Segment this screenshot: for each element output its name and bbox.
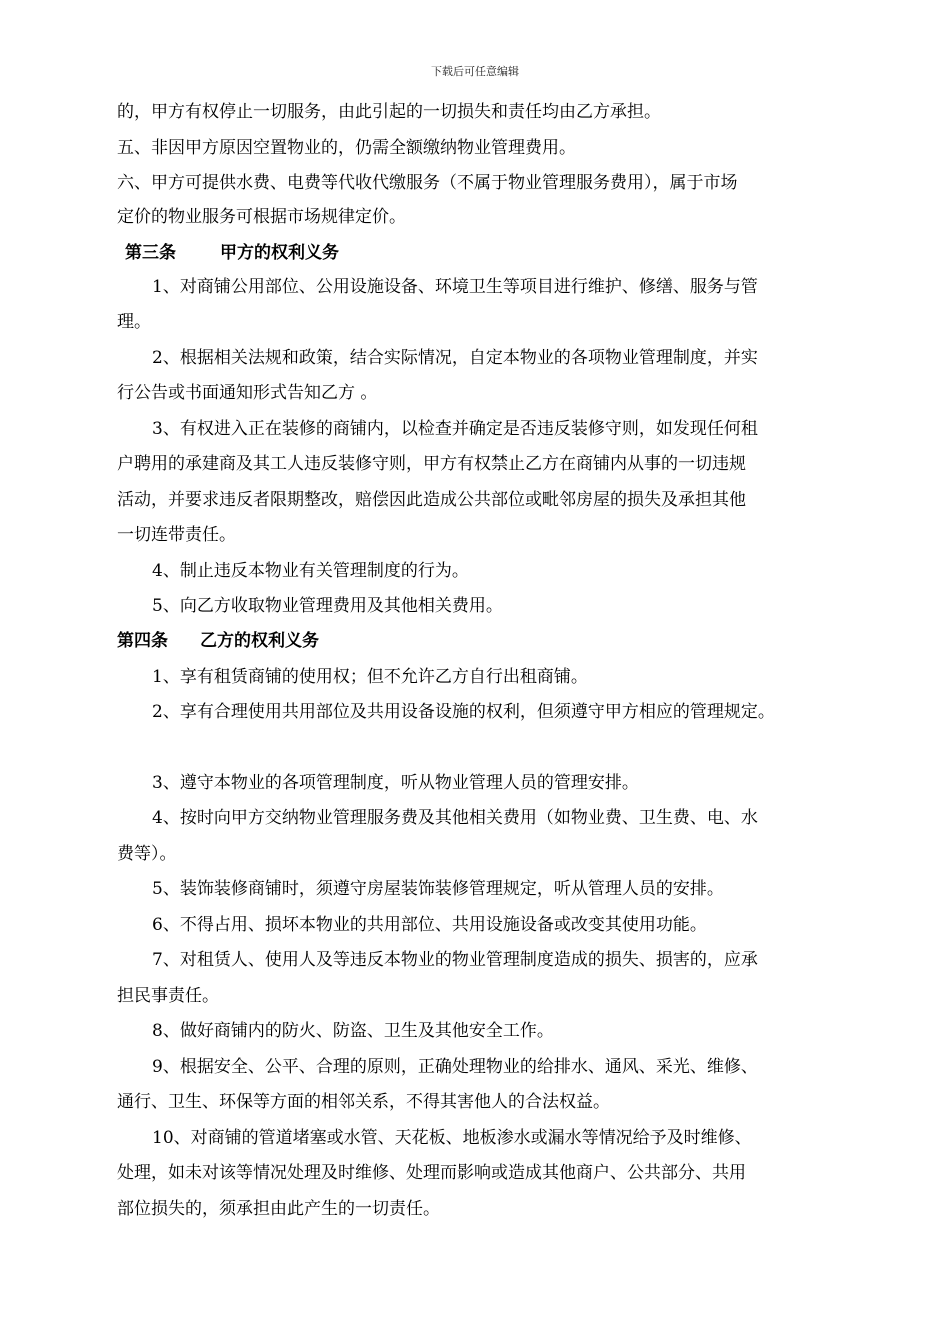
article-3-number: 第三条 — [125, 243, 176, 263]
paragraph-line: 理。 — [117, 312, 151, 332]
article-3-title: 甲方的权利义务 — [220, 243, 339, 263]
page-header-note: 下载后可任意编辑 — [431, 65, 519, 78]
paragraph-line: 五、非因甲方原因空置物业的，仍需全额缴纳物业管理费用。 — [117, 138, 576, 158]
paragraph-line: 4、按时向甲方交纳物业管理服务费及其他相关费用（如物业费、卫生费、电、水 — [152, 808, 758, 828]
article-4-title: 乙方的权利义务 — [200, 631, 319, 651]
article-3-heading — [125, 241, 339, 265]
paragraph-line: 担民事责任。 — [117, 986, 219, 1006]
paragraph-line: 2、根据相关法规和政策，结合实际情况，自定本物业的各项物业管理制度，并实 — [152, 348, 758, 368]
paragraph-line: 1、享有租赁商铺的使用权；但不允许乙方自行出租商铺。 — [152, 667, 588, 687]
paragraph-line: 6、不得占用、损坏本物业的共用部位、共用设施设备或改变其使用功能。 — [152, 915, 707, 935]
article-4-heading — [117, 629, 319, 653]
paragraph-line: 2、享有合理使用共用部位及共用设备设施的权利，但须遵守甲方相应的管理规定。 — [152, 702, 775, 722]
paragraph-line: 9、根据安全、公平、合理的原则，正确处理物业的给排水、通风、采光、维修、 — [152, 1057, 758, 1077]
paragraph-line: 4、制止违反本物业有关管理制度的行为。 — [152, 561, 469, 581]
paragraph-line: 定价的物业服务可根据市场规律定价。 — [117, 207, 406, 227]
paragraph-line: 处理，如未对该等情况处理及时维修、处理而影响或造成其他商户、公共部分、共用 — [117, 1163, 746, 1183]
paragraph-line: 的，甲方有权停止一切服务，由此引起的一切损失和责任均由乙方承担。 — [117, 102, 661, 122]
paragraph-line: 通行、卫生、环保等方面的相邻关系，不得其害他人的合法权益。 — [117, 1092, 610, 1112]
paragraph-line: 行公告或书面通知形式告知乙方 。 — [117, 383, 378, 403]
paragraph-line: 六、甲方可提供水费、电费等代收代缴服务（不属于物业管理服务费用），属于市场 — [117, 173, 738, 193]
paragraph-line: 1、对商铺公用部位、公用设施设备、环境卫生等项目进行维护、修缮、服务与管 — [152, 277, 758, 297]
paragraph-line: 3、遵守本物业的各项管理制度，听从物业管理人员的管理安排。 — [152, 773, 639, 793]
paragraph-line: 部位损失的，须承担由此产生的一切责任。 — [117, 1199, 440, 1219]
paragraph-line: 3、有权进入正在装修的商铺内，以检查并确定是否违反装修守则，如发现任何租 — [152, 419, 758, 439]
paragraph-line: 7、对租赁人、使用人及等违反本物业的物业管理制度造成的损失、损害的，应承 — [152, 950, 758, 970]
paragraph-line: 5、向乙方收取物业管理费用及其他相关费用。 — [152, 596, 503, 616]
paragraph-line: 户聘用的承建商及其工人违反装修守则，甲方有权禁止乙方在商铺内从事的一切违规 — [117, 454, 746, 474]
paragraph-line: 活动，并要求违反者限期整改，赔偿因此造成公共部位或毗邻房屋的损失及承担其他 — [117, 490, 746, 510]
paragraph-line: 一切连带责任。 — [117, 525, 236, 545]
paragraph-line: 5、装饰装修商铺时，须遵守房屋装饰装修管理规定，听从管理人员的安排。 — [152, 879, 724, 899]
paragraph-line: 8、做好商铺内的防火、防盗、卫生及其他安全工作。 — [152, 1021, 554, 1041]
paragraph-line: 10、对商铺的管道堵塞或水管、天花板、地板渗水或漏水等情况给予及时维修、 — [152, 1128, 752, 1148]
article-4-number: 第四条 — [117, 631, 168, 651]
paragraph-line: 费等）。 — [117, 844, 177, 864]
